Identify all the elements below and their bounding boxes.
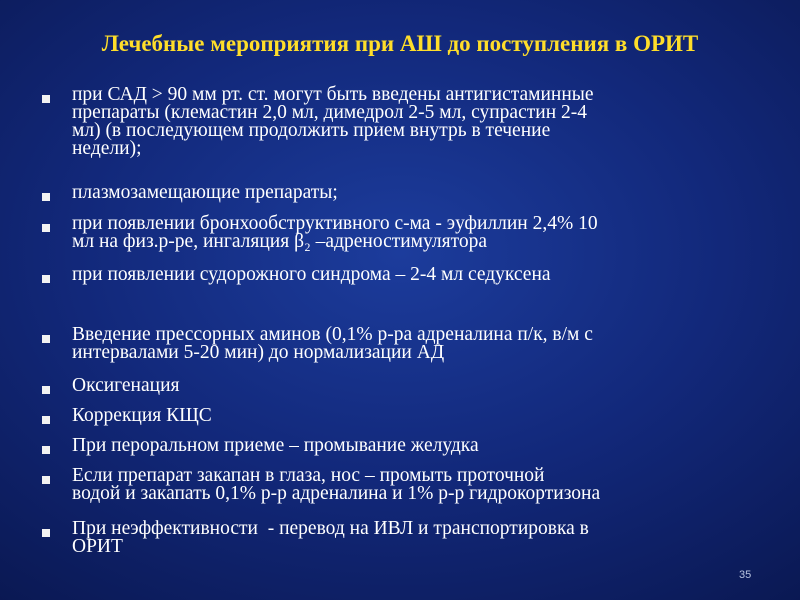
square-bullet-icon bbox=[42, 386, 50, 394]
list-item-text: При пероральном приеме – промывание желудка bbox=[72, 435, 479, 456]
square-bullet-icon bbox=[42, 95, 50, 103]
slide-title: Лечебные мероприятия при АШ до поступления в ОРИТ bbox=[101, 31, 699, 56]
square-bullet-icon bbox=[42, 416, 50, 424]
page-number: 35 bbox=[739, 569, 752, 581]
square-bullet-icon bbox=[42, 446, 50, 454]
list-item-text: плазмозамещающие препараты; bbox=[72, 182, 338, 203]
list-item-text: при появлении бронхообструктивного с-ма - эуфиллин 2,4% 10 мл на физ.р-ре, ингаляция β₂ –адреностимулятора bbox=[72, 213, 598, 252]
list-item-text: Введение прессорных аминов (0,1% р-ра адреналина п/к, в/м с интервалами 5-20 мин) до нормализации АД bbox=[72, 324, 593, 363]
square-bullet-icon bbox=[42, 476, 50, 484]
list-item-text: при появлении судорожного синдрома – 2-4 мл седуксена bbox=[72, 264, 551, 285]
square-bullet-icon bbox=[42, 193, 50, 201]
list-item-text: Если препарат закапан в глаза, нос – промыть проточной водой и закапать 0,1% р-р адреналина и 1% р-р гидрокортизона bbox=[72, 465, 601, 504]
square-bullet-icon bbox=[42, 224, 50, 232]
square-bullet-icon bbox=[42, 275, 50, 283]
square-bullet-icon bbox=[42, 529, 50, 537]
square-bullet-icon bbox=[42, 335, 50, 343]
list-item-text: Оксигенация bbox=[72, 375, 180, 396]
list-item-text: при САД > 90 мм рт. ст. могут быть введены антигистаминные препараты (клемастин 2,0 мл, димедрол 2-5 мл, супрастин 2-4 мл) (в последующем продолжить прием внутрь в течение недели); bbox=[72, 84, 594, 159]
list-item-text: Коррекция КЩС bbox=[72, 405, 212, 426]
list-item-text: При неэффективности - перевод на ИВЛ и транспортировка в ОРИТ bbox=[72, 518, 589, 557]
